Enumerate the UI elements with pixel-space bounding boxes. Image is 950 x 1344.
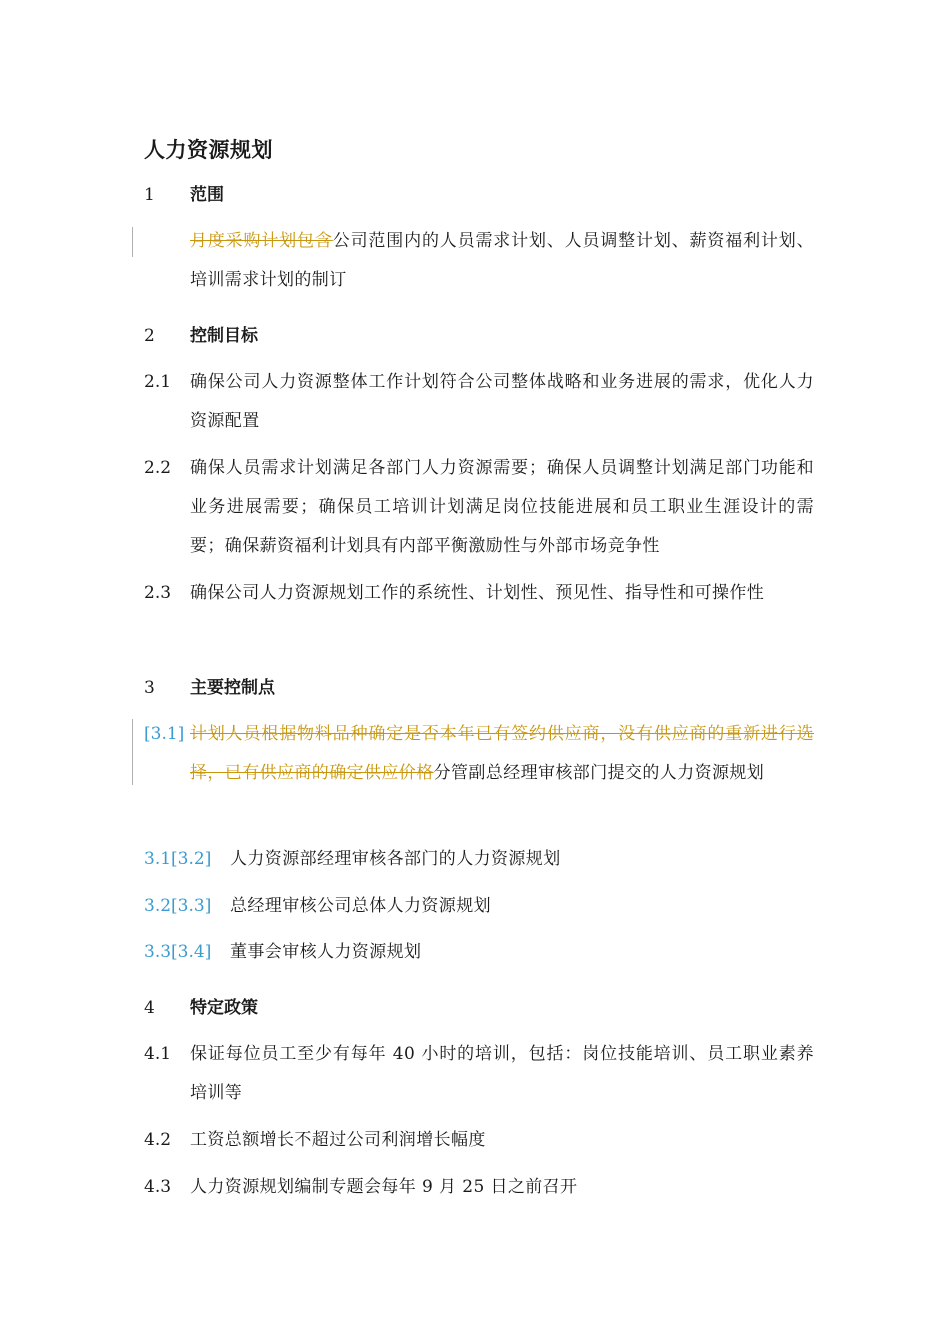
item-number <box>144 840 212 879</box>
item-text: 确保人员需求计划满足各部门人力资源需要；确保人员调整计划满足部门功能和业务进展需要；确保员工培训计划满足岗位技能进展和员工职业生涯设计的需要；确保薪资福利计划具有内部平衡激励性与外部市场竞争性 <box>190 458 814 556</box>
section-1-heading <box>144 182 224 208</box>
list-item-4-3 <box>144 1168 814 1207</box>
list-item-3-3 <box>144 887 814 926</box>
document-title: 人力资源规划 <box>144 138 273 162</box>
item-text: 董事会审核人力资源规划 <box>230 942 422 962</box>
item-text: 确保公司人力资源规划工作的系统性、计划性、预见性、指导性和可操作性 <box>190 583 765 603</box>
section-title: 主要控制点 <box>190 678 275 698</box>
change-bar <box>132 719 133 785</box>
list-item-2-2 <box>144 449 814 566</box>
section-number: 2 <box>144 326 155 346</box>
section-number: 3 <box>144 678 155 698</box>
section-title: 控制目标 <box>190 326 258 346</box>
item-number <box>144 933 212 972</box>
deleted-text: 月度采购计划包含 <box>190 231 333 251</box>
section-2-heading <box>144 323 258 349</box>
item-number: 2.1 <box>144 372 172 392</box>
deleted-text: 计划人员根据物料品种确定是否本年已有签约供应商，没有供应商的重新进行选择，已有供应商的确定供应价格 <box>190 724 814 783</box>
section-title: 范围 <box>190 185 224 205</box>
section-3-heading <box>144 675 275 701</box>
list-item-3-2 <box>144 840 814 879</box>
item-number: 4.3 <box>144 1177 172 1197</box>
item-number <box>144 887 212 926</box>
change-bar <box>132 227 133 257</box>
item-new-number: [3.1] <box>144 724 185 744</box>
item-text: 总经理审核公司总体人力资源规划 <box>230 896 491 916</box>
item-old-number: 3.3 <box>144 942 172 962</box>
item-old-number: 3.1 <box>144 849 172 869</box>
item-text: 保证每位员工至少有每年 40 小时的培训，包括：岗位技能培训、员工职业素养培训等 <box>190 1044 814 1103</box>
list-item-4-2 <box>144 1121 814 1160</box>
list-item-2-1 <box>144 363 814 441</box>
section-1-paragraph <box>144 222 814 300</box>
item-text: 分管副总经理审核部门提交的人力资源规划 <box>433 763 765 783</box>
item-text: 工资总额增长不超过公司利润增长幅度 <box>190 1130 486 1150</box>
paragraph-text: 公司范围内的人员需求计划、人员调整计划、薪资福利计划、培训需求计划的制订 <box>190 231 814 290</box>
list-item-2-3 <box>144 574 814 613</box>
item-old-number: 3.2 <box>144 896 172 916</box>
list-item-3-4 <box>144 933 814 972</box>
item-new-number: [3.4] <box>171 942 212 962</box>
item-new-number: [3.3] <box>171 896 212 916</box>
item-text: 确保公司人力资源整体工作计划符合公司整体战略和业务进展的需求，优化人力资源配置 <box>190 372 814 431</box>
item-number: 2.2 <box>144 458 172 478</box>
item-number: 2.3 <box>144 583 172 603</box>
item-number: 4.2 <box>144 1130 172 1150</box>
section-number: 1 <box>144 185 155 205</box>
section-4-heading <box>144 995 258 1021</box>
item-text: 人力资源部经理审核各部门的人力资源规划 <box>230 849 561 869</box>
item-number: 4.1 <box>144 1044 172 1064</box>
section-number: 4 <box>144 998 155 1018</box>
item-text: 人力资源规划编制专题会每年 9 月 25 日之前召开 <box>190 1177 578 1197</box>
list-item-3-1 <box>144 715 814 793</box>
list-item-4-1 <box>144 1035 814 1113</box>
item-new-number: [3.2] <box>171 849 212 869</box>
section-title: 特定政策 <box>190 998 258 1018</box>
